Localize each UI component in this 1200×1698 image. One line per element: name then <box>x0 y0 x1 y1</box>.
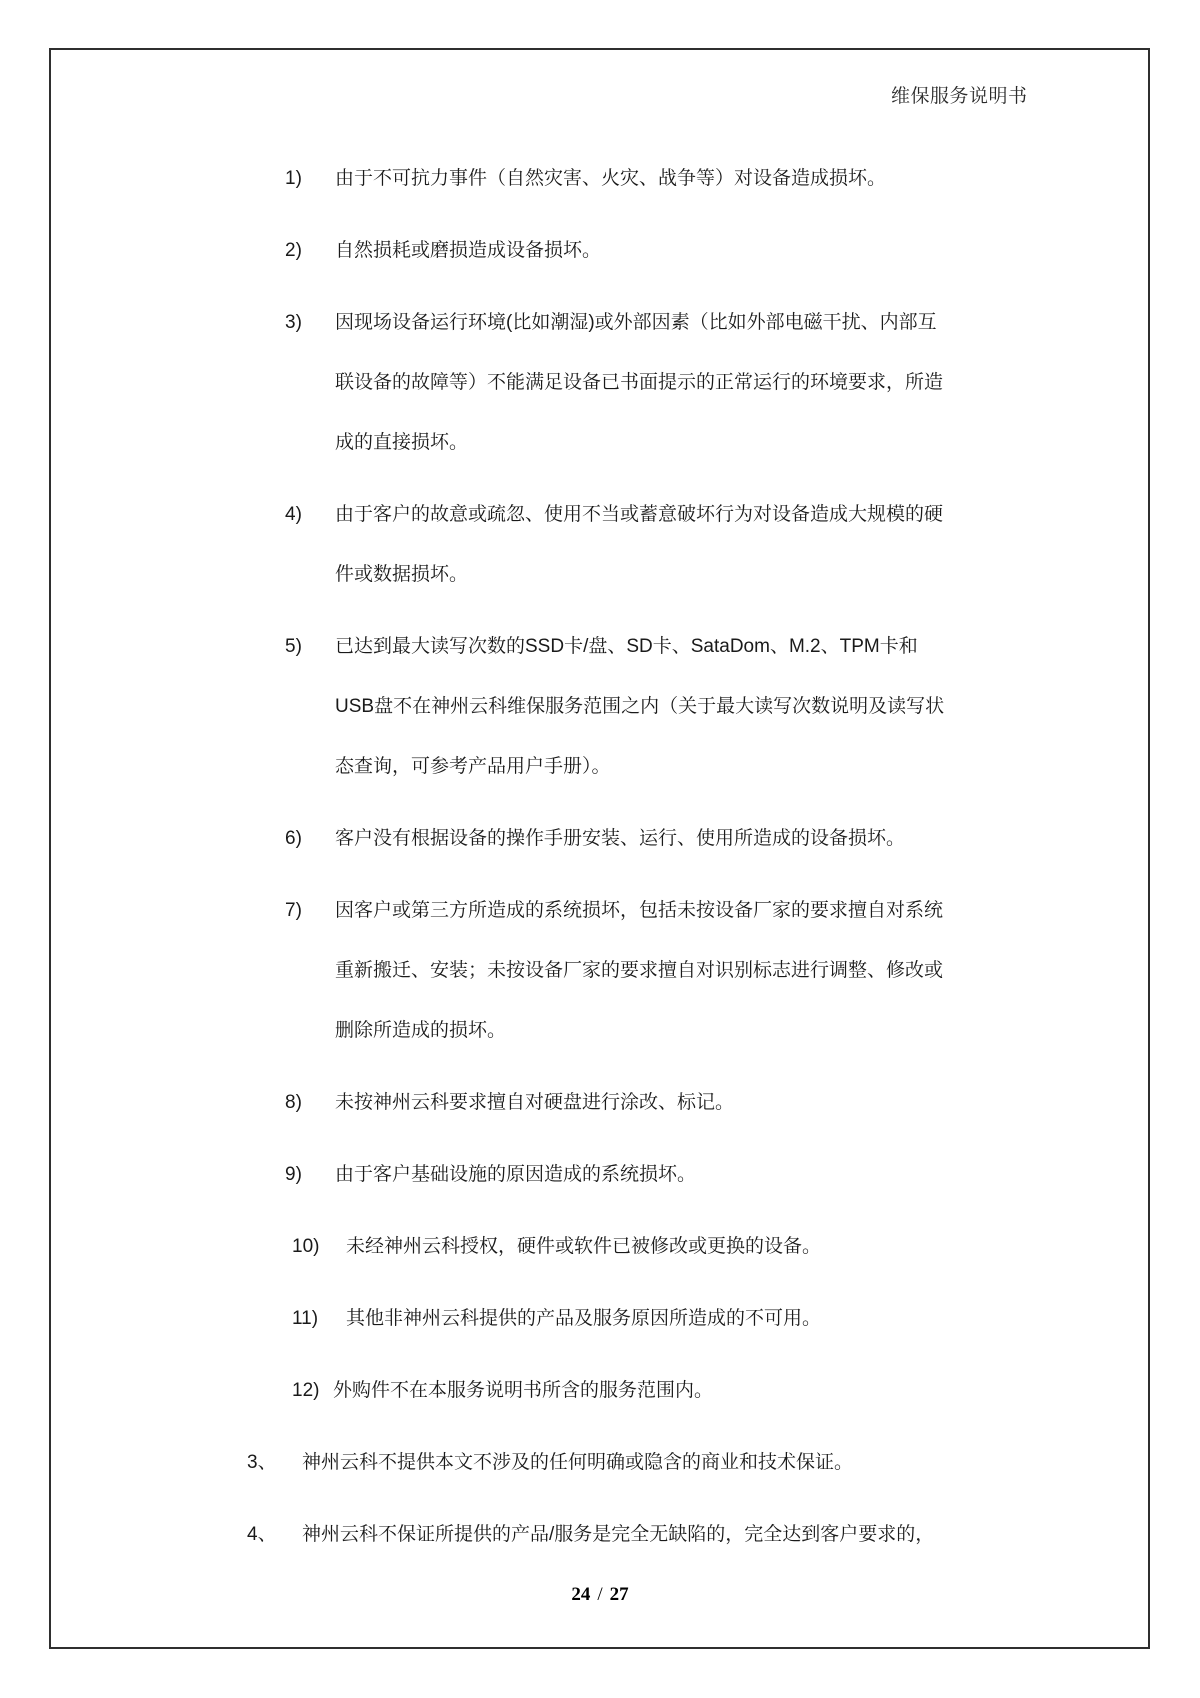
list-item-number: 8) <box>285 1092 302 1113</box>
list-item-number: 2) <box>285 240 302 261</box>
list-item <box>0 617 1200 797</box>
list-item-number: 3) <box>285 312 302 333</box>
list-item <box>0 221 1200 281</box>
list-item <box>0 1073 1200 1133</box>
page-number-total: 27 <box>609 1584 629 1605</box>
list-item-line: 客户没有根据设备的操作手册安装、运行、使用所造成的设备损坏。 <box>335 828 906 849</box>
list-item-number: 12) <box>292 1380 320 1401</box>
list-item <box>0 809 1200 869</box>
list-item-line: 联设备的故障等）不能满足设备已书面提示的正常运行的环境要求，所造 <box>335 372 944 393</box>
list-item-line: 外购件不在本服务说明书所含的服务范围内。 <box>333 1380 714 1401</box>
list-item <box>0 1361 1200 1421</box>
list-item-number: 4) <box>285 504 302 525</box>
page-header-title: 维保服务说明书 <box>891 86 1028 107</box>
list-item-line: USB盘不在神州云科维保服务范围之内（关于最大读写次数说明及读写状 <box>335 696 945 717</box>
list-item <box>0 149 1200 209</box>
list-item-line: 删除所造成的损坏。 <box>335 1020 507 1041</box>
list-item-number: 4、 <box>247 1524 277 1545</box>
list-item-line: 神州云科不保证所提供的产品/服务是完全无缺陷的，完全达到客户要求的， <box>302 1524 935 1545</box>
list-item <box>0 1433 1200 1493</box>
page-number-current: 24 <box>571 1584 591 1605</box>
list-item-number: 6) <box>285 828 302 849</box>
list-item-line: 已达到最大读写次数的SSD卡/盘、SD卡、SataDom、M.2、TPM卡和 <box>335 636 918 657</box>
list-item-line: 因客户或第三方所造成的系统损坏，包括未按设备厂家的要求擅自对系统 <box>335 900 944 921</box>
list-item <box>0 1145 1200 1205</box>
list-item <box>0 1217 1200 1277</box>
list-item <box>0 1289 1200 1349</box>
list-item <box>0 293 1200 473</box>
list-item-number: 10) <box>292 1236 320 1257</box>
list-item-line: 神州云科不提供本文不涉及的任何明确或隐含的商业和技术保证。 <box>302 1452 854 1473</box>
list-item-line: 其他非神州云科提供的产品及服务原因所造成的不可用。 <box>346 1308 822 1329</box>
list-item-line: 重新搬迁、安装；未按设备厂家的要求擅自对识别标志进行调整、修改或 <box>335 960 944 981</box>
list-item-number: 1) <box>285 168 302 189</box>
list-item-line: 由于客户的故意或疏忽、使用不当或蓄意破坏行为对设备造成大规模的硬 <box>335 504 944 525</box>
list-item-number: 3、 <box>247 1452 277 1473</box>
list-item <box>0 1505 1200 1565</box>
list-item-line: 因现场设备运行环境(比如潮湿)或外部因素（比如外部电磁干扰、内部互 <box>335 312 937 333</box>
list-item-line: 由于不可抗力事件（自然灾害、火灾、战争等）对设备造成损坏。 <box>335 168 887 189</box>
list-item-line: 态查询，可参考产品用户手册）。 <box>335 756 611 777</box>
page-number <box>0 1583 1200 1607</box>
list-item-number: 7) <box>285 900 302 921</box>
list-item-line: 由于客户基础设施的原因造成的系统损坏。 <box>335 1164 697 1185</box>
list-item-number: 11) <box>292 1308 319 1329</box>
list-item-line: 成的直接损坏。 <box>335 432 469 453</box>
list-item-number: 5) <box>285 636 302 657</box>
list-item-line: 自然损耗或磨损造成设备损坏。 <box>335 240 602 261</box>
list-item-line: 件或数据损坏。 <box>335 564 469 585</box>
list-item <box>0 881 1200 1061</box>
list-item <box>0 485 1200 605</box>
list-item-line: 未按神州云科要求擅自对硬盘进行涂改、标记。 <box>335 1092 735 1113</box>
list-item-line: 未经神州云科授权，硬件或软件已被修改或更换的设备。 <box>346 1236 822 1257</box>
list-item-number: 9) <box>285 1164 302 1185</box>
page-number-separator: / <box>597 1584 603 1605</box>
